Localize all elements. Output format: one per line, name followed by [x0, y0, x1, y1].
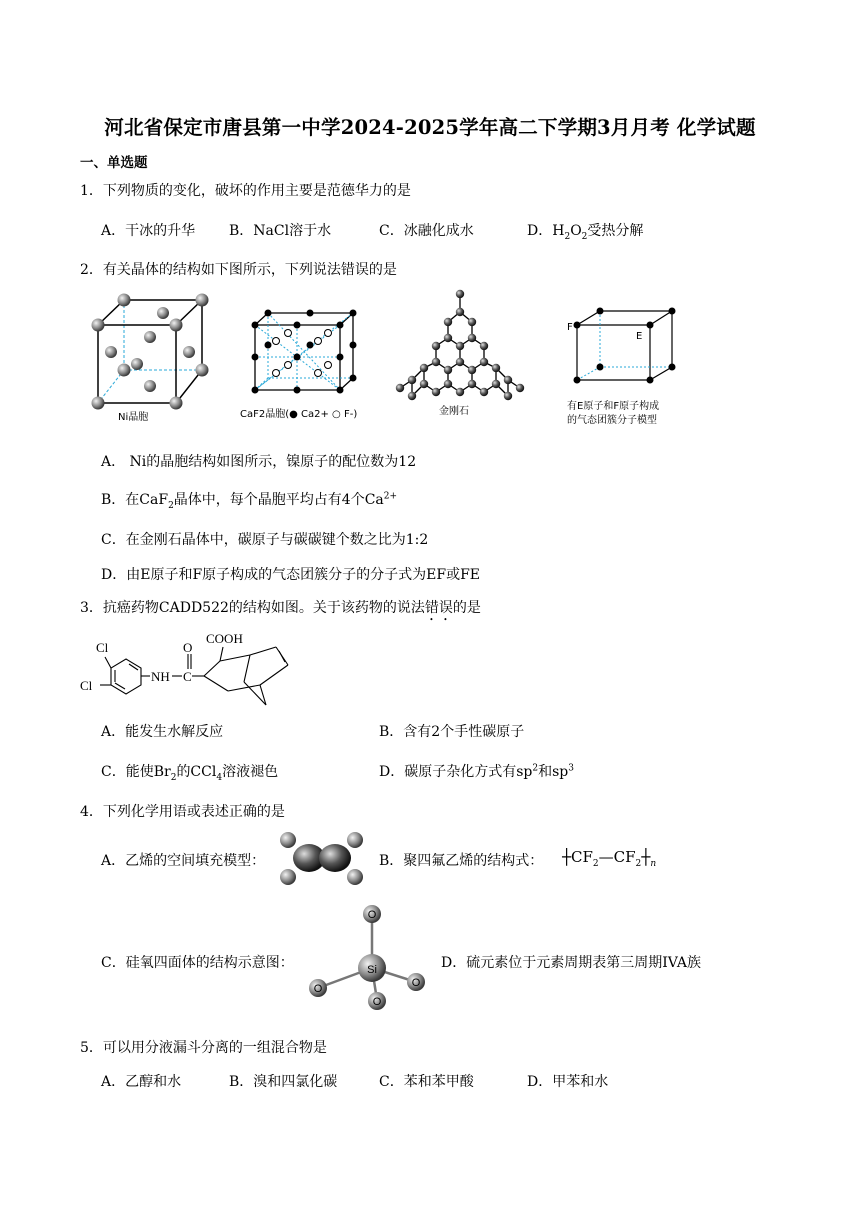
diamond-atom: [456, 308, 464, 316]
caf2-cell-caption: CaF2晶胞(● Ca2+ ○ F-): [240, 409, 358, 420]
cluster-molecule-figure: [562, 305, 692, 430]
ni-unit-cell-figure: [88, 290, 218, 425]
cluster-caption-line-2: 的气态团簇分子模型: [567, 415, 657, 426]
diamond-atom: [516, 384, 524, 392]
q3-option-b[interactable]: B．含有2个手性碳原子: [379, 724, 525, 740]
diamond-atom: [468, 318, 476, 326]
question-5-stem: 5．可以用分液漏斗分离的一组混合物是: [80, 1040, 327, 1056]
diamond-atom: [432, 388, 440, 396]
diamond-atom: [480, 358, 488, 366]
q5-option-b[interactable]: B．溴和四氯化碳: [229, 1074, 338, 1090]
q1-option-d-text: 受热分解: [587, 223, 644, 239]
silicon-oxygen-tetrahedron-figure: [302, 902, 437, 1012]
q4-option-b-polymer-unit: $CF_2—CF_2$: [571, 848, 642, 869]
diamond-structure-figure: [392, 288, 532, 418]
q3-struct-cooh: COOH: [206, 631, 243, 646]
diamond-atom: [504, 376, 512, 384]
diamond-atom: [456, 358, 464, 366]
diamond-atom: [456, 290, 464, 298]
q5-option-c[interactable]: C．苯和苯甲酸: [379, 1074, 474, 1090]
diamond-atom: [444, 334, 452, 342]
diamond-atom: [396, 384, 404, 392]
q4-option-b[interactable]: B．聚四氟乙烯的结构式：: [379, 853, 544, 869]
question-1-stem: 1．下列物质的变化，破坏的作用主要是范德华力的是: [80, 183, 411, 199]
q1-option-a[interactable]: A．干冰的升华: [101, 223, 196, 239]
q1-option-b[interactable]: B．NaCl溶于水: [229, 223, 332, 239]
question-3-stem: [80, 597, 481, 624]
q3-stem-emphasis: 错误: [424, 600, 453, 616]
q4-option-c[interactable]: C．硅氧四面体的结构示意图：: [101, 955, 294, 971]
diamond-atom: [504, 392, 512, 400]
q4-option-d[interactable]: D．硫元素位于元素周期表第三周期IVA族: [441, 955, 702, 971]
q3-option-d[interactable]: D．碳原子杂化方式有$sp^2$和$sp^3$: [379, 763, 574, 780]
cluster-label-f: F: [567, 322, 573, 333]
q3-struct-nh: NH: [151, 669, 170, 684]
q1-option-d[interactable]: [527, 220, 643, 242]
tetra-oxygen-left: O: [313, 983, 323, 995]
diamond-atom: [444, 380, 452, 388]
tetra-oxygen-top: O: [367, 909, 377, 921]
diamond-atom: [480, 342, 488, 350]
diamond-atom: [492, 364, 500, 372]
cluster-caption-line-1: 有E原子和F原子构成: [567, 401, 660, 412]
tetra-oxygen-bottom: O: [372, 996, 382, 1008]
q4-option-b-polymer-formula: $┼CF_2—CF_2┼_n$: [562, 848, 657, 869]
q2-option-c[interactable]: C．在金刚石晶体中，碳原子与碳碳键个数之比为1:2: [101, 532, 429, 548]
cadd522-structure-figure: [78, 625, 308, 715]
question-2-stem: 2．有关晶体的结构如下图所示，下列说法错误的是: [80, 262, 397, 278]
tetra-oxygen-right: O: [411, 977, 421, 989]
diamond-atom: [408, 392, 416, 400]
diamond-atom: [456, 388, 464, 396]
q3-struct-cl-top: Cl: [96, 640, 109, 655]
q2-option-a[interactable]: A． Ni的晶胞结构如图所示，镍原子的配位数为12: [101, 454, 417, 470]
q3-option-a[interactable]: A．能发生水解反应: [101, 724, 224, 740]
section-heading: 一、单选题: [80, 155, 148, 171]
q4-option-b-subscript-n: n: [650, 859, 657, 869]
q4-option-a[interactable]: A．乙烯的空间填充模型：: [101, 853, 266, 869]
q3-struct-carbonyl-o: O: [183, 640, 193, 655]
diamond-atom: [432, 358, 440, 366]
q3-option-c[interactable]: C．能使$Br_2$的CCl$_4$溶液褪色: [101, 764, 279, 783]
q3-struct-carbonyl-c: C: [183, 669, 192, 684]
q3-struct-cl-left: Cl: [80, 678, 93, 693]
caf2-unit-cell-figure: [240, 305, 370, 425]
diamond-atom: [480, 388, 488, 396]
diamond-atom: [468, 334, 476, 342]
q1-option-d-formula: $H_2O_2$: [552, 223, 588, 242]
q1-option-d-label: D．: [527, 223, 553, 239]
ni-cell-caption: Ni晶胞: [118, 412, 149, 423]
diamond-atom: [492, 380, 500, 388]
q3-stem-end: 的是: [452, 600, 481, 616]
diamond-atom: [432, 342, 440, 350]
q2-option-d[interactable]: D．由E原子和F原子构成的气态团簇分子的分子式为EF或FE: [101, 567, 481, 583]
question-4-stem: 4．下列化学用语或表述正确的是: [80, 804, 285, 820]
q1-option-c[interactable]: C．冰融化成水: [379, 223, 474, 239]
diamond-atom: [420, 380, 428, 388]
q5-option-a[interactable]: A．乙醇和水: [101, 1074, 182, 1090]
ethylene-space-filling-model: [276, 828, 366, 888]
diamond-atom: [444, 318, 452, 326]
tetra-silicon: Si: [367, 964, 377, 976]
q5-option-d[interactable]: D．甲苯和水: [527, 1074, 609, 1090]
diamond-atom: [456, 342, 464, 350]
cluster-label-e: E: [636, 331, 643, 342]
diamond-atom: [468, 366, 476, 374]
q2-option-b[interactable]: B．在CaF$_2$晶体中，每个晶胞平均占有4个$Ca^{2+}$: [101, 491, 398, 511]
diamond-atom: [408, 376, 416, 384]
q3-stem-text: 3．抗癌药物CADD522的结构如图。关于该药物的说法: [80, 600, 425, 616]
diamond-caption: 金刚石: [439, 406, 469, 417]
page-title: 河北省保定市唐县第一中学2024-2025学年高二下学期3月月考 化学试题: [104, 116, 756, 139]
diamond-atom: [468, 380, 476, 388]
diamond-atom: [444, 366, 452, 374]
diamond-atom: [420, 364, 428, 372]
